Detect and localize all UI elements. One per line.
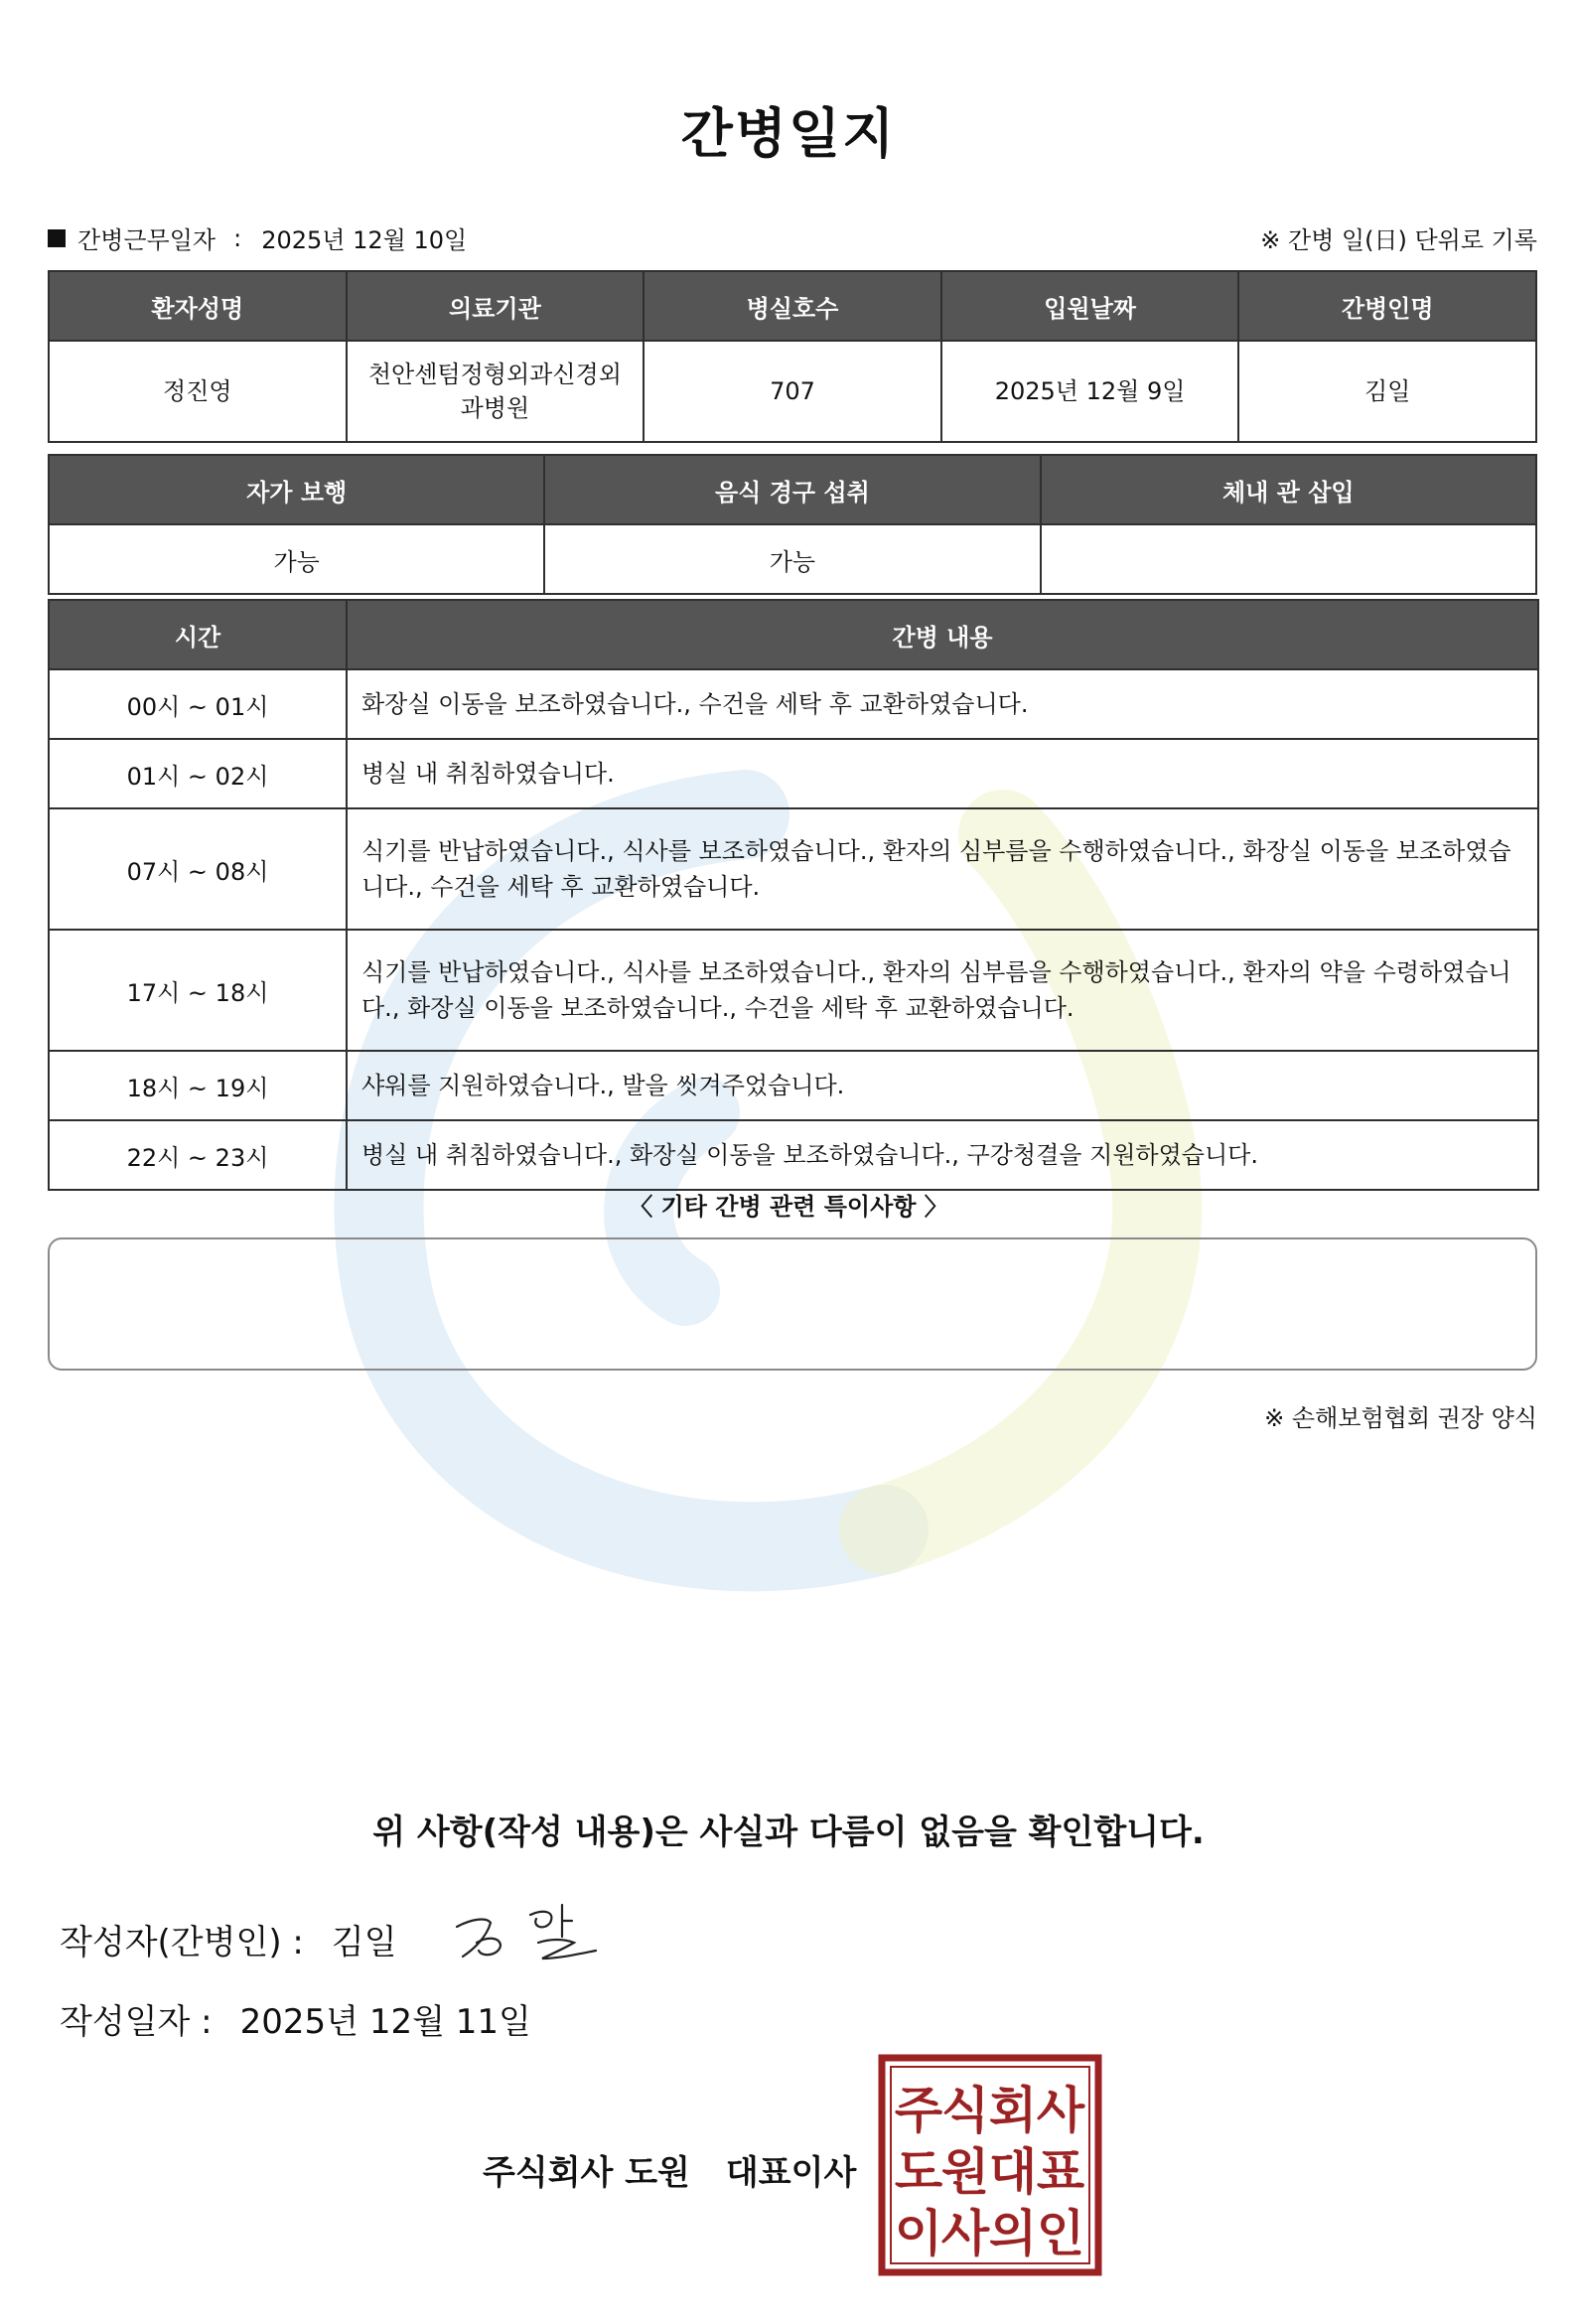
header-hospital: 의료기관 [347, 271, 645, 341]
care-log-table [48, 599, 1539, 1191]
room-number: 707 [644, 341, 941, 442]
table-row [49, 1120, 1538, 1190]
table-row [49, 930, 1538, 1051]
log-time: 00시 ~ 01시 [49, 669, 347, 739]
patient-info-table [48, 270, 1537, 443]
svg-text:사: 사 [1036, 2082, 1085, 2139]
header-care-content: 간병 내용 [347, 600, 1538, 669]
header-oral-intake: 음식 경구 섭취 [544, 455, 1040, 524]
work-date-colon: : [233, 223, 242, 252]
log-time: 01시 ~ 02시 [49, 739, 347, 808]
special-notes-title: 〈 기타 간병 관련 특이사항 〉 [629, 1193, 948, 1221]
writer-row [60, 1915, 397, 1963]
header-caregiver-name: 간병인명 [1238, 271, 1536, 341]
caregiver-name: 김일 [1238, 341, 1536, 442]
table-row [49, 739, 1538, 808]
work-date-row [48, 220, 467, 255]
header-self-walking: 자가 보행 [49, 455, 544, 524]
table-row [49, 1051, 1538, 1120]
patient-name: 정진영 [49, 341, 347, 442]
company-line [483, 2145, 856, 2194]
svg-text:도: 도 [894, 2143, 943, 2201]
written-date-label: 작성일자 : [60, 2002, 213, 2042]
patient-status-table [48, 454, 1537, 595]
svg-text:의: 의 [988, 2205, 1038, 2262]
svg-text:사: 사 [940, 2205, 990, 2262]
log-content: 식기를 반납하였습니다., 식사를 보조하였습니다., 환자의 심부름을 수행하였습니다., 환자의 약을 수령하였습니다., 화장실 이동을 보조하였습니다., 수건을 세탁 후 교환하였습니다. [347, 930, 1538, 1051]
header-admission-date: 입원날짜 [941, 271, 1239, 341]
confirmation-statement: 위 사항(작성 내용)은 사실과 다름이 없음을 확인합니다. [372, 1813, 1205, 1852]
log-content: 화장실 이동을 보조하였습니다., 수건을 세탁 후 교환하였습니다. [347, 669, 1538, 739]
svg-text:이: 이 [894, 2205, 943, 2262]
written-date-value: 2025년 12월 11일 [239, 2002, 531, 2042]
self-walking-value: 가능 [49, 524, 544, 594]
log-time: 18시 ~ 19시 [49, 1051, 347, 1120]
log-time: 22시 ~ 23시 [49, 1120, 347, 1190]
writer-name: 김일 [331, 1923, 397, 1962]
tube-insertion-value [1041, 524, 1536, 594]
handwritten-signature [447, 1897, 606, 1968]
special-notes-box [48, 1237, 1537, 1371]
log-content: 식기를 반납하였습니다., 식사를 보조하였습니다., 환자의 심부름을 수행하였습니다., 화장실 이동을 보조하였습니다., 수건을 세탁 후 교환하였습니다. [347, 808, 1538, 930]
header-patient-name: 환자성명 [49, 271, 347, 341]
written-date-row [60, 1994, 531, 2043]
log-content: 병실 내 취침하였습니다. [347, 739, 1538, 808]
svg-text:주: 주 [894, 2082, 943, 2139]
header-time: 시간 [49, 600, 347, 669]
log-time: 07시 ~ 08시 [49, 808, 347, 930]
admission-date: 2025년 12월 9일 [941, 341, 1239, 442]
hospital-name: 천안센텀정형외과신경외과병원 [347, 341, 645, 442]
log-time: 17시 ~ 18시 [49, 930, 347, 1051]
log-content: 샤워를 지원하였습니다., 발을 씻겨주었습니다. [347, 1051, 1538, 1120]
svg-text:원: 원 [940, 2143, 990, 2201]
svg-text:식: 식 [940, 2082, 990, 2139]
svg-text:대: 대 [988, 2143, 1038, 2201]
company-seal-stamp [878, 2054, 1102, 2276]
svg-text:회: 회 [988, 2082, 1038, 2139]
oral-intake-value: 가능 [544, 524, 1040, 594]
work-date-label: 간병근무일자 [77, 226, 216, 254]
representative-title: 대표이사 [725, 2153, 857, 2193]
page-title: 간병일지 [680, 102, 897, 165]
header-tube-insertion: 체내 관 삽입 [1041, 455, 1536, 524]
writer-label: 작성자(간병인) : [60, 1923, 304, 1962]
header-room-number: 병실호수 [644, 271, 941, 341]
recommended-form-note: ※ 손해보험협회 권장 양식 [1264, 1404, 1537, 1432]
square-bullet-icon [48, 229, 66, 247]
work-date-value: 2025년 12월 10일 [261, 226, 468, 254]
log-content: 병실 내 취침하였습니다., 화장실 이동을 보조하였습니다., 구강청결을 지원하였습니다. [347, 1120, 1538, 1190]
daily-record-note: ※ 간병 일(日) 단위로 기록 [1260, 226, 1537, 254]
svg-text:표: 표 [1036, 2143, 1085, 2201]
company-name: 주식회사 도원 [483, 2153, 690, 2193]
table-row [49, 669, 1538, 739]
table-row [49, 808, 1538, 930]
svg-text:인: 인 [1036, 2205, 1085, 2262]
